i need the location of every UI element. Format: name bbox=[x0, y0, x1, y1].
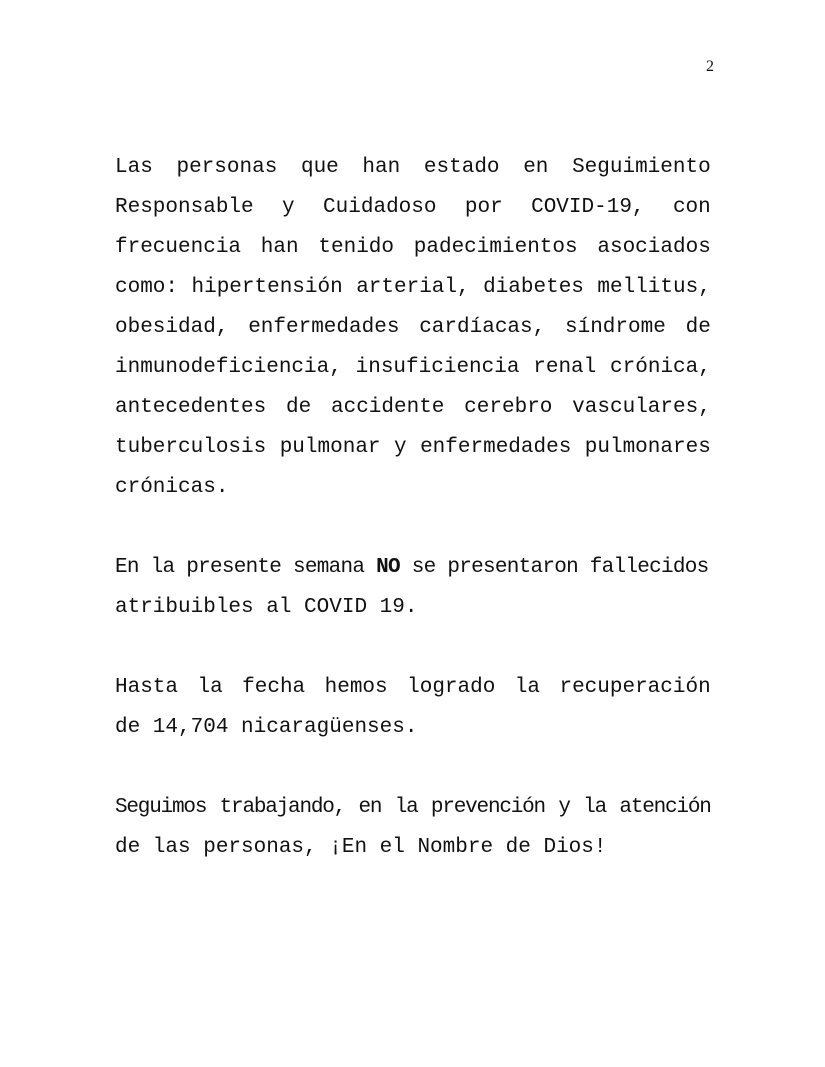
text-line: crónicas. bbox=[115, 476, 229, 499]
text-line: como: hipertensión arterial, diabetes mellitus, bbox=[115, 276, 711, 299]
text-line: Hasta la fecha hemos logrado la recuperación bbox=[115, 676, 711, 699]
emphasis-no: NO bbox=[376, 556, 400, 579]
paragraph-deaths bbox=[115, 548, 711, 628]
text-line: antecedentes de accidente cerebro vasculares, bbox=[115, 396, 711, 419]
text-line: tuberculosis pulmonar y enfermedades pulmonares bbox=[115, 436, 711, 459]
text-line bbox=[115, 548, 711, 588]
text-line: de las personas, ¡En el Nombre de Dios! bbox=[115, 836, 607, 859]
document-body bbox=[115, 148, 711, 868]
page-number: 2 bbox=[706, 58, 714, 75]
text-line: Responsable y Cuidadoso por COVID-19, con bbox=[115, 196, 711, 219]
paragraph-closing bbox=[115, 788, 711, 868]
text-segment: se presentaron fallecidos bbox=[399, 556, 709, 579]
text-line: atribuibles al COVID 19. bbox=[115, 596, 418, 619]
text-line: inmunodeficiencia, insuficiencia renal crónica, bbox=[115, 356, 711, 379]
text-line: obesidad, enfermedades cardíacas, síndrome de bbox=[115, 316, 711, 339]
text-line: frecuencia han tenido padecimientos asociados bbox=[115, 236, 711, 259]
text-line: Seguimos trabajando, en la prevención y la atención bbox=[115, 796, 711, 819]
paragraph-comorbidities bbox=[115, 148, 711, 508]
text-line: Las personas que han estado en Seguimiento bbox=[115, 156, 711, 179]
paragraph-recoveries bbox=[115, 668, 711, 748]
text-line: de 14,704 nicaragüenses. bbox=[115, 716, 418, 739]
text-segment: En la presente semana bbox=[115, 556, 377, 579]
